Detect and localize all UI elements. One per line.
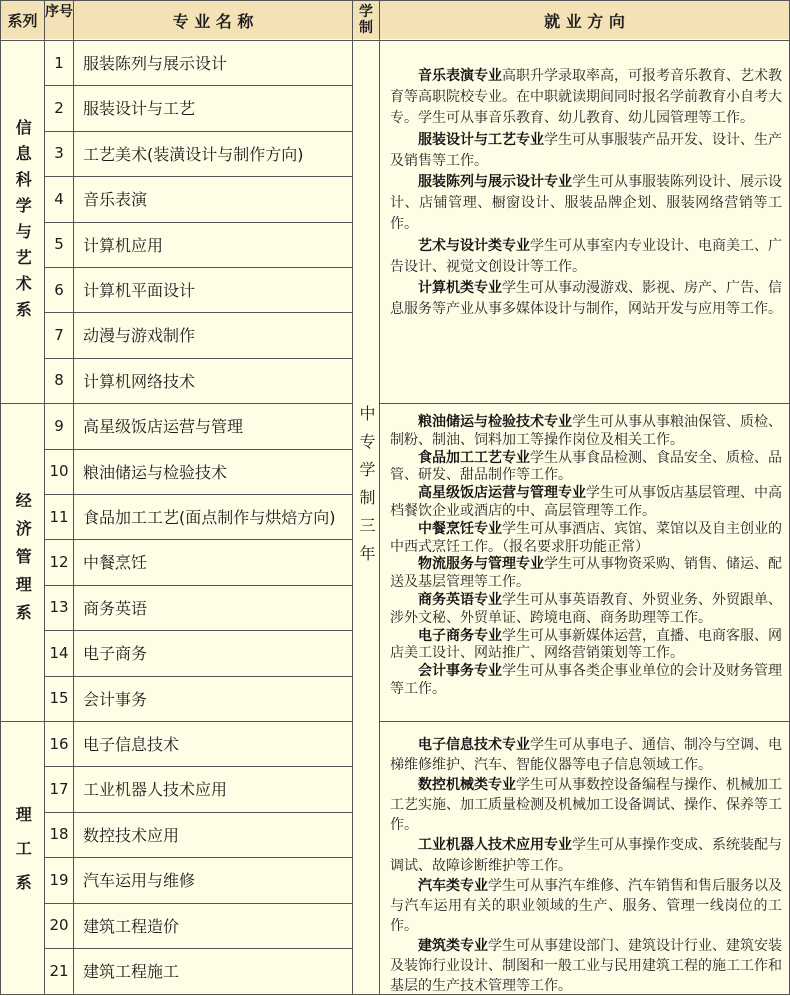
grid-line bbox=[352, 0, 353, 995]
grid-line bbox=[44, 585, 352, 586]
major-name: 汽车运用与维修 bbox=[83, 871, 196, 891]
career-title: 中餐烹饪专业 bbox=[418, 520, 502, 537]
career-text: 学生可从事饭店基层管理、中高档餐饮企业或酒店的中、高层管理等工作。 bbox=[390, 485, 782, 519]
career-title: 艺术与设计类专业 bbox=[418, 237, 530, 254]
career-paragraph bbox=[390, 835, 782, 875]
major-name: 动漫与游戏制作 bbox=[83, 326, 196, 346]
career-paragraph bbox=[390, 663, 782, 699]
career-paragraph bbox=[390, 66, 782, 130]
major-name: 工艺美术(装潢设计与制作方向) bbox=[83, 144, 304, 164]
career-text: 学生可从事建设部门、建筑设计行业、建筑安装及装饰行业设计、制图和一般工业与民用建筑工程的施工工作和基层的生产技术管理等工作。 bbox=[390, 937, 782, 995]
career-paragraph bbox=[390, 876, 782, 936]
dept-name-text: 理工系 bbox=[13, 805, 33, 908]
career-paragraph bbox=[390, 450, 782, 486]
major-number: 4 bbox=[54, 189, 64, 208]
career-text: 学生从事食品检测、食品安全、质检、品管、研发、甜品制作等工作。 bbox=[390, 449, 782, 484]
header-major: 专 业 名 称 bbox=[172, 11, 254, 31]
grid-line bbox=[44, 449, 352, 450]
major-name: 音乐表演 bbox=[83, 190, 148, 210]
major-name: 粮油储运与检验技术 bbox=[83, 462, 228, 482]
grid-line bbox=[44, 539, 352, 540]
career-text: 学生可从事各类企事业单位的会计及财务管理等工作。 bbox=[390, 663, 782, 697]
dept-name-text: 信息科学与艺术系 bbox=[13, 118, 33, 327]
header-career: 就 业 方 向 bbox=[544, 11, 625, 31]
major-name: 数控技术应用 bbox=[83, 825, 180, 845]
major-name: 服装陈列与展示设计 bbox=[83, 54, 228, 73]
major-name: 会计事务 bbox=[83, 689, 148, 709]
grid-line bbox=[44, 948, 352, 949]
career-text: 学生可从事汽车维修、汽车销售和售后服务以及与汽车运用有关的职业领域的生产、服务、管理一线岗位的工作。 bbox=[390, 877, 782, 934]
career-paragraph bbox=[390, 414, 782, 450]
grid-line bbox=[44, 403, 352, 404]
grid-line bbox=[44, 903, 352, 904]
grid-line bbox=[44, 857, 352, 858]
major-number: 19 bbox=[49, 870, 69, 889]
career-title: 会计事务专业 bbox=[418, 663, 502, 680]
major-name: 电子信息技术 bbox=[83, 735, 180, 754]
major-name: 计算机平面设计 bbox=[83, 281, 196, 300]
grid-line bbox=[44, 85, 352, 86]
major-number: 7 bbox=[54, 325, 64, 344]
career-title: 工业机器人技术应用专业 bbox=[418, 837, 572, 854]
major-name: 建筑工程造价 bbox=[83, 916, 180, 936]
grid-line bbox=[44, 267, 352, 268]
grid-line bbox=[44, 494, 352, 495]
major-name: 高星级饭店运营与管理 bbox=[83, 417, 244, 437]
careers-economics bbox=[390, 414, 782, 699]
major-name: 计算机网络技术 bbox=[83, 371, 196, 391]
major-number: 17 bbox=[49, 779, 69, 798]
grid-line bbox=[379, 721, 790, 722]
major-number: 18 bbox=[49, 825, 69, 844]
career-text: 学生可从事酒店、宾馆、菜馆以及自主创业的中西式烹饪工作。（报名要求肝功能正常） bbox=[390, 520, 782, 555]
major-number: 2 bbox=[54, 98, 64, 117]
major-number: 15 bbox=[49, 689, 69, 708]
major-name: 建筑工程施工 bbox=[83, 962, 180, 981]
career-paragraph bbox=[390, 936, 782, 996]
career-title: 建筑类专业 bbox=[418, 937, 488, 954]
career-paragraph bbox=[390, 130, 782, 172]
grid-line bbox=[379, 403, 790, 404]
major-name: 电子商务 bbox=[83, 644, 148, 664]
career-text: 学生可从事服装产品开发、设计、生产及销售等工作。 bbox=[390, 131, 782, 169]
career-title: 粮油储运与检验技术专业 bbox=[418, 414, 572, 430]
header-seq: 序号 bbox=[45, 4, 73, 20]
career-title: 电子信息技术专业 bbox=[418, 737, 530, 753]
career-title: 数控机械类专业 bbox=[418, 777, 516, 794]
dept-name-economics bbox=[1, 405, 43, 719]
career-text: 高职升学录取率高，可报考音乐教育、艺术教育等高职院校专业。在中职就读期间同时报名学前教育小自考大专。学生可从事音乐教育、幼儿教育、幼儿园管理等工作。 bbox=[390, 68, 782, 127]
major-name: 商务英语 bbox=[83, 598, 148, 618]
grid-line bbox=[44, 358, 352, 359]
careers-info-art bbox=[390, 66, 782, 320]
career-paragraph bbox=[390, 592, 782, 628]
major-number: 9 bbox=[54, 416, 64, 435]
career-text: 学生可从事服装陈列设计、展示设计、店铺管理、橱窗设计、服装品牌企划、服装网络营销等工作。 bbox=[390, 174, 782, 233]
career-paragraph bbox=[390, 278, 782, 320]
grid-line bbox=[0, 40, 790, 41]
grid-line bbox=[44, 812, 352, 813]
grid-line bbox=[73, 0, 74, 995]
career-title: 食品加工工艺专业 bbox=[418, 449, 530, 466]
career-paragraph bbox=[390, 485, 782, 521]
grid-line bbox=[44, 766, 352, 767]
career-title: 高星级饭店运营与管理专业 bbox=[418, 485, 586, 502]
career-title: 服装陈列与展示设计专业 bbox=[418, 174, 572, 191]
dept-name-info-art bbox=[1, 40, 43, 405]
duration-text: 中专学制三年 bbox=[357, 405, 376, 573]
career-title: 计算机类专业 bbox=[418, 280, 502, 297]
grid-line bbox=[44, 312, 352, 313]
career-text: 学生可从事从事粮油保管、质检、制粉、制油、饲料加工等操作岗位及相关工作。 bbox=[390, 414, 782, 448]
career-paragraph bbox=[390, 775, 782, 835]
career-text: 学生可从事数控设备编程与操作、机械加工工艺实施、加工质量检测及机械加工设备调试、操作、保养等工作。 bbox=[390, 777, 782, 834]
career-title: 商务英语专业 bbox=[418, 591, 502, 608]
major-number: 3 bbox=[54, 144, 64, 163]
header-duration: 学制 bbox=[359, 4, 373, 36]
career-title: 汽车类专业 bbox=[418, 877, 488, 894]
header-dept: 系列 bbox=[7, 11, 38, 30]
career-title: 音乐表演专业 bbox=[418, 68, 502, 84]
major-number: 11 bbox=[49, 507, 69, 526]
career-title: 服装设计与工艺专业 bbox=[418, 131, 544, 148]
grid-line bbox=[44, 721, 352, 722]
grid-line bbox=[44, 676, 352, 677]
career-text: 学生可从事动漫游戏、影视、房产、广告、信息服务等产业从事多媒体设计与制作，网站开发与应用等工作。 bbox=[390, 280, 782, 318]
major-number: 5 bbox=[54, 235, 64, 254]
major-number: 13 bbox=[49, 598, 69, 617]
major-number: 10 bbox=[49, 462, 69, 481]
career-text: 学生可从事英语教育、外贸业务、外贸跟单、涉外文秘、外贸单证、跨境电商、商务助理等工作。 bbox=[390, 591, 782, 626]
major-number: 1 bbox=[54, 53, 64, 72]
grid-line bbox=[44, 131, 352, 132]
major-number: 6 bbox=[54, 280, 64, 299]
major-number: 20 bbox=[49, 916, 69, 935]
career-paragraph bbox=[390, 556, 782, 592]
grid-line bbox=[379, 0, 380, 995]
career-title: 电子商务专业 bbox=[418, 627, 502, 644]
grid-line bbox=[44, 630, 352, 631]
grid-line bbox=[0, 721, 44, 722]
career-text: 学生可从事室内专业设计、电商美工、广告设计、视觉文创设计等工作。 bbox=[390, 237, 782, 275]
career-paragraph bbox=[390, 628, 782, 664]
career-text: 学生可从事物资采购、销售、储运、配送及基层管理等工作。 bbox=[390, 556, 782, 591]
dept-name-engineering bbox=[1, 719, 43, 994]
career-paragraph bbox=[390, 521, 782, 557]
major-name: 工业机器人技术应用 bbox=[83, 780, 228, 800]
career-paragraph bbox=[390, 236, 782, 278]
grid-line bbox=[0, 0, 790, 1]
career-text: 学生可从事操作变成、系统装配与调试、故障诊断维护等工作。 bbox=[390, 837, 782, 874]
career-paragraph bbox=[390, 172, 782, 236]
grid-line bbox=[44, 176, 352, 177]
duration-cell bbox=[354, 405, 378, 573]
major-name: 食品加工工艺(面点制作与烘焙方向) bbox=[83, 508, 336, 527]
major-number: 21 bbox=[49, 961, 69, 980]
grid-line bbox=[0, 0, 1, 995]
major-number: 8 bbox=[54, 371, 64, 390]
career-paragraph bbox=[390, 735, 782, 775]
grid-line bbox=[44, 0, 45, 995]
major-name: 中餐烹饪 bbox=[83, 553, 148, 573]
major-number: 16 bbox=[49, 734, 69, 753]
major-name: 计算机应用 bbox=[83, 235, 164, 255]
grid-line bbox=[0, 403, 44, 404]
dept-name-text: 经济管理系 bbox=[13, 492, 33, 632]
grid-line bbox=[44, 222, 352, 223]
major-number: 12 bbox=[49, 552, 69, 571]
career-title: 物流服务与管理专业 bbox=[418, 556, 544, 573]
major-name: 服装设计与工艺 bbox=[83, 99, 196, 119]
major-number: 14 bbox=[49, 643, 69, 662]
career-text: 学生可从事新媒体运营，直播、电商客服、网店美工设计、网站推广、网络营销策划等工作。 bbox=[390, 627, 782, 662]
career-text: 学生可从事电子、通信、制冷与空调、电梯维修维护、汽车、智能仪器等电子信息领域工作。 bbox=[390, 737, 782, 774]
careers-engineering bbox=[390, 735, 782, 996]
